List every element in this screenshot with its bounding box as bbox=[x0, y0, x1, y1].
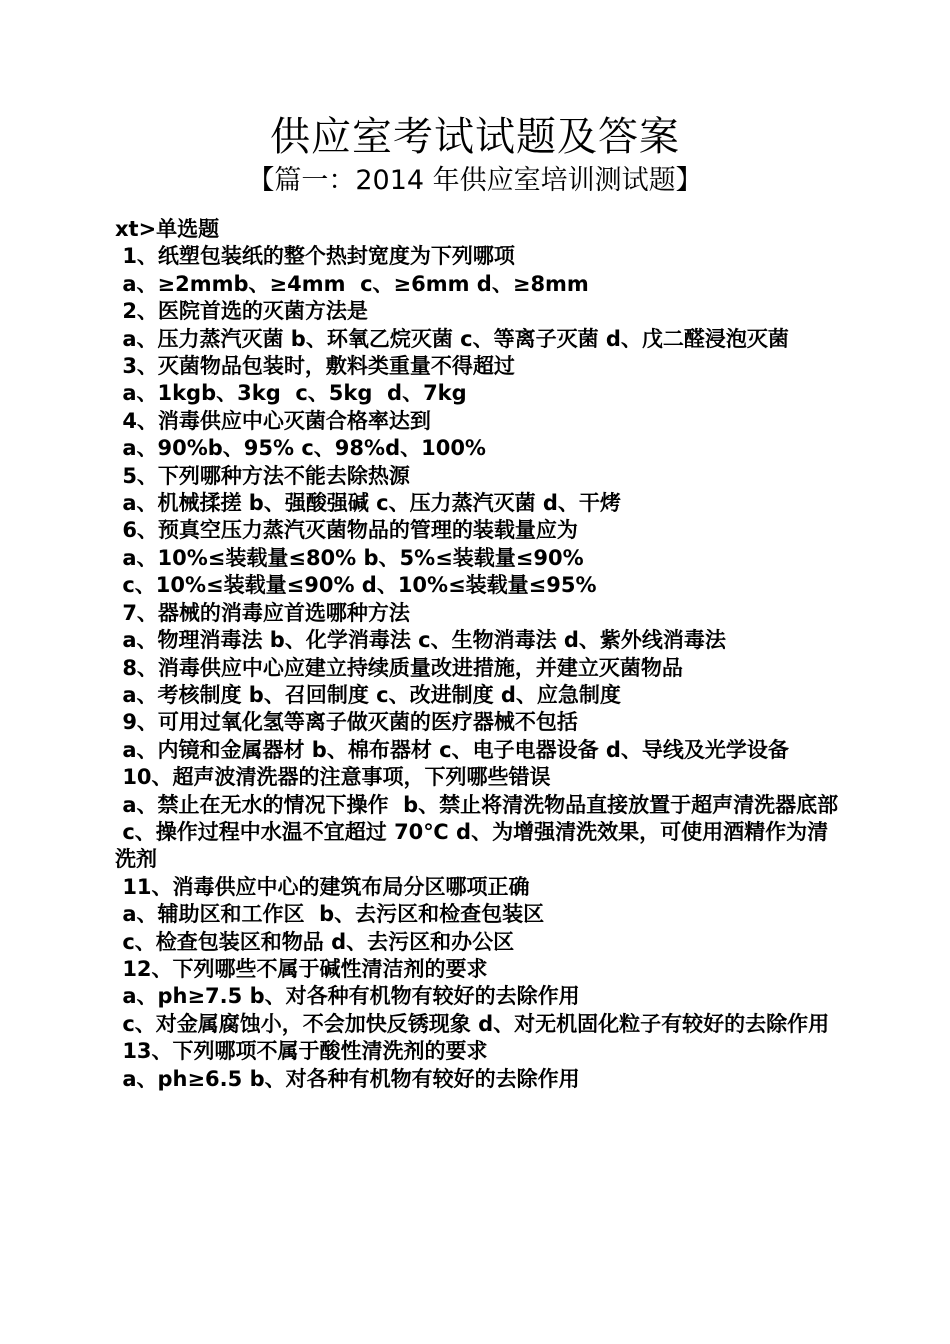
question-9-options: a、内镜和金属器材 b、棉布器材 c、电子电器设备 d、导线及光学设备 bbox=[115, 737, 789, 762]
question-11-options-ab: a、辅助区和工作区 b、去污区和检查包装区 bbox=[115, 902, 545, 927]
document-subtitle: 【篇一：2014 年供应室培训测试题】 bbox=[247, 165, 703, 196]
question-4-options: a、90%b、95% c、98%d、100% bbox=[115, 436, 486, 461]
question-4: 4、消毒供应中心灭菌合格率达到 bbox=[115, 408, 431, 433]
question-3-options: a、1kgb、3kg c、5kg d、7kg bbox=[115, 381, 467, 406]
section-heading: xt>单选题 bbox=[115, 217, 220, 241]
question-9: 9、可用过氧化氢等离子做灭菌的医疗器械不包括 bbox=[115, 710, 578, 735]
question-10-options-ab: a、禁止在无水的情况下操作 b、禁止将清洗物品直接放置于超声清洗器底部 bbox=[115, 792, 839, 817]
question-8-options: a、考核制度 b、召回制度 c、改进制度 d、应急制度 bbox=[115, 682, 621, 707]
document-title: 供应室考试试题及答案 bbox=[270, 114, 680, 160]
question-11: 11、消毒供应中心的建筑布局分区哪项正确 bbox=[115, 874, 530, 899]
question-7-options: a、物理消毒法 b、化学消毒法 c、生物消毒法 d、紫外线消毒法 bbox=[115, 628, 726, 653]
question-3: 3、灭菌物品包装时，敷料类重量不得超过 bbox=[115, 354, 515, 379]
question-11-options-cd: c、检查包装区和物品 d、去污区和办公区 bbox=[115, 929, 515, 954]
question-8: 8、消毒供应中心应建立持续质量改进措施，并建立灭菌物品 bbox=[115, 655, 683, 680]
question-10: 10、超声波清洗器的注意事项，下列哪些错误 bbox=[115, 765, 551, 790]
question-7: 7、器械的消毒应首选哪种方法 bbox=[115, 600, 410, 625]
question-10-options-cd: c、操作过程中水温不宜超过 70℃ d、为增强清洗效果，可使用酒精作为清洗剂 bbox=[115, 819, 829, 872]
question-6: 6、预真空压力蒸汽灭菌物品的管理的装载量应为 bbox=[115, 518, 578, 543]
question-13-options-ab: a、ph≥6.5 b、对各种有机物有较好的去除作用 bbox=[115, 1066, 580, 1091]
question-6-options-cd: c、10%≤装载量≤90% d、10%≤装载量≤95% bbox=[115, 573, 597, 598]
question-12-options-cd: c、对金属腐蚀小，不会加快反锈现象 d、对无机固化粒子有较好的去除作用 bbox=[115, 1011, 830, 1036]
question-list bbox=[115, 216, 845, 1093]
question-6-options-ab: a、10%≤装载量≤80% b、5%≤装载量≤90% bbox=[115, 545, 584, 570]
question-5: 5、下列哪种方法不能去除热源 bbox=[115, 463, 410, 488]
question-2: 2、医院首选的灭菌方法是 bbox=[115, 299, 368, 324]
question-12-options-ab: a、ph≥7.5 b、对各种有机物有较好的去除作用 bbox=[115, 984, 580, 1009]
question-13: 13、下列哪项不属于酸性清洗剂的要求 bbox=[115, 1039, 488, 1064]
question-1: 1、纸塑包装纸的整个热封宽度为下列哪项 bbox=[115, 244, 515, 269]
question-5-options: a、机械揉搓 b、强酸强碱 c、压力蒸汽灭菌 d、干烤 bbox=[115, 491, 621, 516]
question-12: 12、下列哪些不属于碱性清洁剂的要求 bbox=[115, 956, 488, 981]
question-2-options: a、压力蒸汽灭菌 b、环氧乙烷灭菌 c、等离子灭菌 d、戊二醛浸泡灭菌 bbox=[115, 326, 789, 351]
question-1-options: a、≥2mmb、≥4mm c、≥6mm d、≥8mm bbox=[115, 271, 589, 296]
